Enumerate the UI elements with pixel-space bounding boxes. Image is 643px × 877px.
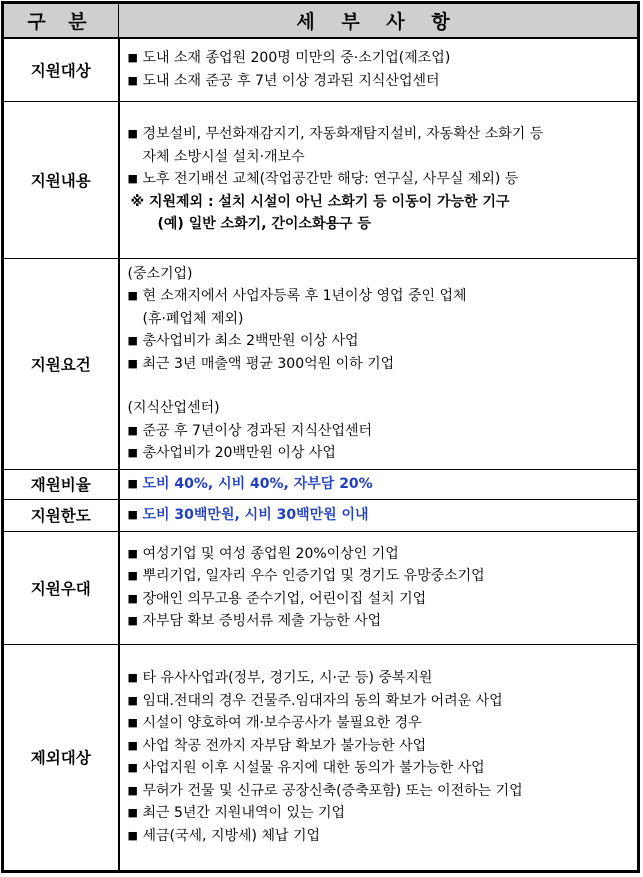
support-table-frame xyxy=(1,1,640,873)
table-row xyxy=(4,258,638,469)
bullet-icon: ■ xyxy=(127,51,138,65)
list-item: ■ 사업 착공 전까지 자부담 확보가 불가능한 사업 xyxy=(128,735,632,758)
bullet-icon: ■ xyxy=(127,783,138,797)
row-content xyxy=(119,258,638,469)
list-item: ■ 세금(국세, 지방세) 체납 기업 xyxy=(128,825,632,848)
row-label: 지원요건 xyxy=(4,258,119,469)
list-item: ■ 총사업비가 최소 2백만원 이상 사업 xyxy=(128,330,632,353)
list-item: ■ 여성기업 및 여성 종업원 20%이상인 기업 xyxy=(128,543,632,566)
bullet-icon: ■ xyxy=(127,716,138,730)
row-content xyxy=(119,101,638,258)
list-item: ■ 무허가 건물 및 신규로 공장신축(증축포함) 또는 이전하는 기업 xyxy=(128,780,632,803)
bullet-icon: ■ xyxy=(127,591,138,605)
list-item: ■ 도비 30백만원, 시비 30백만원 이내 xyxy=(128,504,632,527)
list-item: ■ 경보설비, 무선화재감지기, 자동화재탐지설비, 자동확산 소화기 등 xyxy=(128,123,632,146)
bullet-icon: ■ xyxy=(127,671,138,685)
bullet-icon: ■ xyxy=(127,569,138,582)
row-content xyxy=(119,38,638,101)
row-label: 재원비율 xyxy=(4,469,119,499)
bullet-icon: ■ xyxy=(127,828,138,842)
bullet-icon: ■ xyxy=(127,446,138,459)
bullet-icon: ■ xyxy=(127,356,138,370)
row-content xyxy=(119,644,638,871)
exclusion-note: ※ 지원제외 : 설치 시설이 아닌 소화기 등 이동이 가능한 기구 xyxy=(130,193,510,210)
group-title: (지식산업센터) xyxy=(127,400,220,416)
list-item: ■ 노후 전기배선 교체(작업공간만 해당: 연구실, 사무실 제외) 등 xyxy=(128,168,632,191)
list-item: ■ 최근 5년간 지원내역이 있는 기업 xyxy=(128,802,632,825)
row-label: 지원대상 xyxy=(4,38,119,101)
bullet-icon: ■ xyxy=(127,507,138,521)
bullet-icon: ■ xyxy=(127,127,138,141)
list-item-continuation: (휴·폐업체 제외) xyxy=(142,310,244,327)
bullet-icon: ■ xyxy=(127,73,138,87)
row-label: 지원우대 xyxy=(4,531,119,644)
row-label: 제외대상 xyxy=(4,644,119,871)
bullet-icon: ■ xyxy=(127,693,138,707)
group-title: (중소기업) xyxy=(127,265,193,282)
bullet-icon: ■ xyxy=(127,334,138,347)
support-table xyxy=(3,3,638,871)
list-item: ■ 도비 40%, 시비 40%, 자부담 20% xyxy=(128,473,632,496)
bullet-icon: ■ xyxy=(127,476,138,490)
list-item: ■ 시설이 양호하여 개·보수공사가 불필요한 경우 xyxy=(128,712,632,735)
header-category: 구 분 xyxy=(4,4,119,39)
bullet-icon: ■ xyxy=(127,546,138,560)
row-label: 지원한도 xyxy=(4,499,119,531)
list-item: ■ 사업지원 이후 시설물 유지에 대한 동의가 불가능한 사업 xyxy=(128,757,632,780)
spacer xyxy=(128,375,632,397)
bullet-icon: ■ xyxy=(127,289,138,302)
bullet-icon: ■ xyxy=(127,738,138,752)
exclusion-example: (예) 일반 소화기, 간이소화용구 등 xyxy=(157,216,371,233)
list-item: ■ 타 유사사업과(정부, 경기도, 시·군 등) 중복지원 xyxy=(128,667,632,690)
list-item: ■ 총사업비가 20백만원 이상 사업 xyxy=(128,442,632,465)
list-item: ■ 임대.전대의 경우 건물주.임대자의 동의 확보가 어려운 사업 xyxy=(128,690,632,713)
list-item: ■ 최근 3년 매출액 평균 300억원 이하 기업 xyxy=(128,353,632,376)
table-row xyxy=(4,38,638,101)
list-item: ■ 준공 후 7년이상 경과된 지식산업센터 xyxy=(128,420,632,443)
table-header xyxy=(4,4,638,39)
bullet-icon: ■ xyxy=(127,614,138,627)
list-item: ■ 자부담 확보 증빙서류 제출 가능한 사업 xyxy=(128,610,632,633)
list-item: ■ 장애인 의무고용 준수기업, 어린이집 설치 기업 xyxy=(128,588,632,611)
table-row xyxy=(4,644,638,871)
row-content xyxy=(119,531,638,644)
table-row xyxy=(4,531,638,644)
bullet-icon: ■ xyxy=(127,423,138,437)
header-details: 세 부 사 항 xyxy=(119,4,638,39)
row-content xyxy=(119,499,638,531)
list-item: ■ 도내 소재 종업원 200명 미만의 중·소기업(제조업) xyxy=(128,47,632,70)
list-item: ■ 뿌리기업, 일자리 우수 인증기업 및 경기도 유망중소기업 xyxy=(128,565,632,588)
bullet-icon: ■ xyxy=(127,806,138,820)
row-content xyxy=(119,469,638,499)
table-row xyxy=(4,469,638,499)
table-row xyxy=(4,499,638,531)
list-item: ■ 현 소재지에서 사업자등록 후 1년이상 영업 중인 업체 xyxy=(128,285,632,308)
list-item: ■ 도내 소재 준공 후 7년 이상 경과된 지식산업센터 xyxy=(128,70,632,93)
list-item-continuation: 자체 소방시설 설치·개보수 xyxy=(142,148,305,165)
bullet-icon: ■ xyxy=(127,761,138,775)
row-label: 지원내용 xyxy=(4,101,119,258)
table-row xyxy=(4,101,638,258)
bullet-icon: ■ xyxy=(127,172,138,186)
